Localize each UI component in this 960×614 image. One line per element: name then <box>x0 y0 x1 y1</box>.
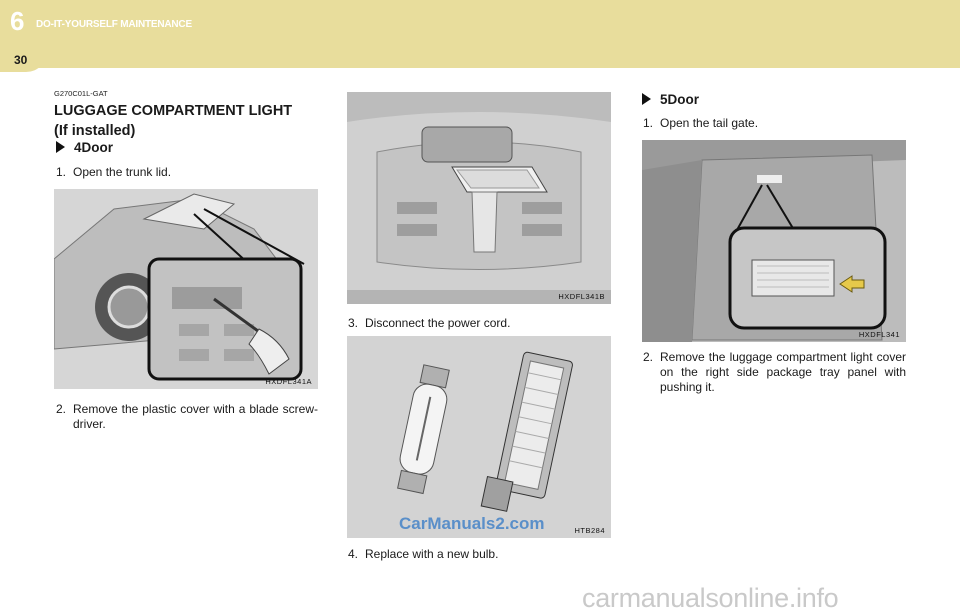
step-open-tailgate: 1. Open the tail gate. <box>643 116 759 130</box>
figure-trunk-open <box>54 189 318 389</box>
figure-code: HXDFL341B <box>558 292 605 301</box>
figure-cargo-area <box>642 140 906 342</box>
step-disconnect-cord: 3. Disconnect the power cord. <box>348 316 511 330</box>
step-open-trunk: 1. Open the trunk lid. <box>56 165 172 179</box>
subheading-4door: 4Door <box>56 140 113 155</box>
step-replace-bulb: 4. Replace with a new bulb. <box>348 547 499 561</box>
section-title-line1: LUGGAGE COMPARTMENT LIGHT <box>54 103 293 119</box>
triangle-bullet-icon <box>56 141 65 153</box>
subheading-5door: 5Door <box>642 92 699 107</box>
figure-lamp-housing <box>347 92 611 304</box>
section-code: G270C01L-GAT <box>54 89 108 98</box>
watermark: carmanualsonline.info <box>582 583 839 613</box>
figure-code: HTB284 <box>574 526 605 535</box>
overlay-text: CarManuals2.com <box>399 514 545 533</box>
triangle-bullet-icon <box>642 93 651 105</box>
section-title-line2: (If installed) <box>54 123 136 139</box>
step-remove-light-cover: 2. Remove the luggage compartment light cover on the right side package tray panel with pushing it. <box>643 350 906 394</box>
header-band <box>0 0 960 68</box>
page-number: 30 <box>14 53 28 67</box>
chapter-number: 6 <box>10 6 25 36</box>
figure-code: HXDFL341A <box>265 377 312 386</box>
figure-bulb <box>347 336 611 538</box>
chapter-title: DO-IT-YOURSELF MAINTENANCE <box>36 19 192 30</box>
section-title <box>54 101 354 141</box>
step-remove-cover: 2. Remove the plastic cover with a blade screw-driver. <box>56 402 318 431</box>
figure-code: HXDFL341 <box>858 330 900 339</box>
